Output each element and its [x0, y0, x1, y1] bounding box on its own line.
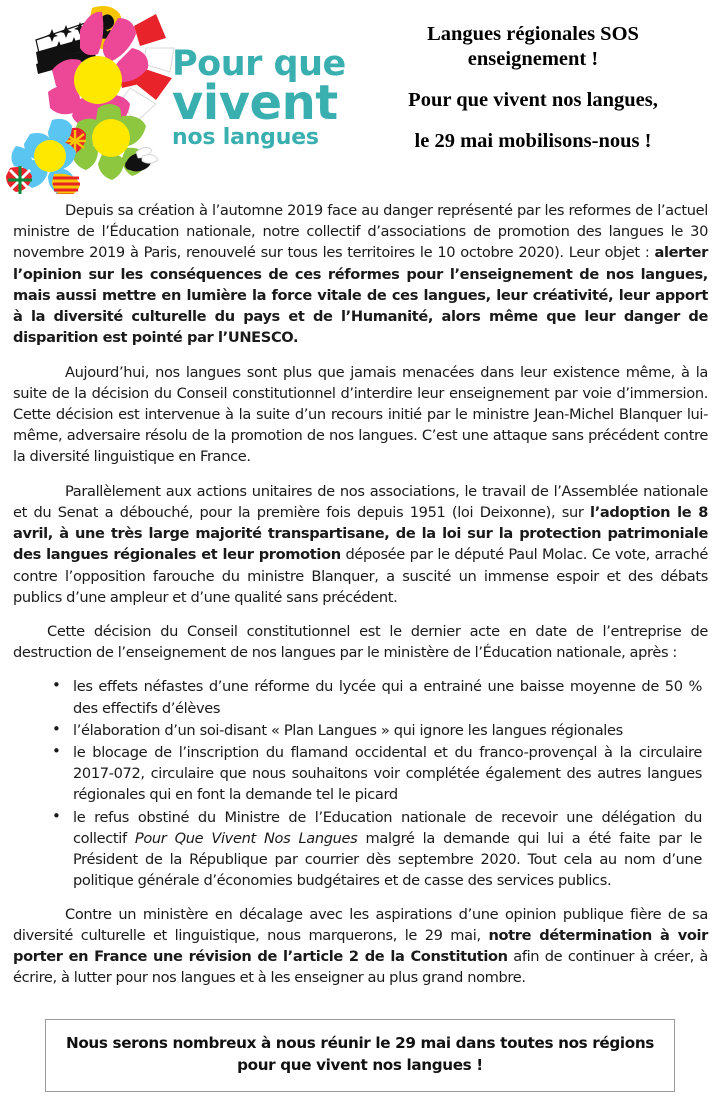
- paragraph-1-text: Depuis sa création à l’automne 2019 face au danger représenté par les reformes de l’actuel ministre de l’Éducation nationale, notre collectif d’associations de promotion des langues le 30 novembre 2019 à Paris, renouvelé sur tous les territoires le 10 octobre 2020). Leur objet :: [13, 202, 708, 262]
- list-item: [73, 720, 708, 741]
- list-item-text-b: malgré la demande qui lui a été faite par le Président de la République par courrier dès septembre 2020. Tout cela au nom d’une politique générale d’économies budgétaires et de casse des services publics.: [73, 829, 702, 890]
- paragraph-2-text: Aujourd’hui, nos langues sont plus que jamais menacées dans leur existence même, à la suite de la décision du Conseil constitutionnel d’interdire leur enseignement par voie d’immersion. Cette décision est intervenue à la suite d’un recours initié par le ministre Jean-Michel Blanquer lui-même, adversaire résolu de la promotion de nos langues. C’est une attaque sans précédent contre la diversité linguistique en France.: [13, 363, 708, 466]
- paragraph-3-text-b: déposée par le député Paul Molac. Ce vote, arraché contre l’opposition farouche du ministre Blanquer, a suscité un immense espoir et des débats publics d’une ampleur et d’une qualité sans précédent.: [13, 546, 708, 606]
- list-item-text: l’élaboration d’un soi-disant « Plan Langues » qui ignore les langues régionales: [73, 721, 623, 739]
- page-title-line-4: le 29 mai mobilisons-nous !: [414, 130, 652, 152]
- paragraph-5: [13, 904, 708, 989]
- logo-wordmark: [172, 44, 350, 151]
- paragraph-3: [13, 481, 708, 608]
- page-title-line-3: Pour que vivent nos langues,: [408, 89, 658, 111]
- paragraph-4: [13, 621, 708, 663]
- paragraph-2: [13, 362, 708, 468]
- callout-line-2: pour que vivent nos langues !: [237, 1056, 483, 1075]
- paragraph-5-text-b: afin de continuer à créer, à écrire, à lutter pour nos langues et à les enseigner au plus grand nombre.: [13, 948, 708, 987]
- paragraph-4-text: Cette décision du Conseil constitutionnel est le dernier acte en date de l’entreprise de destruction de l’enseignement de nos langues par le ministère de l’Éducation nationale, après :: [13, 622, 708, 662]
- paragraph-5-text-a: Contre un ministère en décalage avec les aspirations d’une opinion publique fière de sa diversité culturelle et linguistique, nous marquerons, le 29 mai,: [13, 905, 708, 944]
- page-title-line-1: Langues régionales SOS: [427, 23, 639, 45]
- paragraph-3-bold: l’adoption le 8 avril, à une très large majorité transpartisane, de la loi sur la protection patrimoniale des langues régionales et leur promotion: [13, 503, 708, 564]
- document-body: [0, 200, 720, 988]
- paragraph-5-bold: notre détermination à voir porter en France une révision de l’article 2 de la Constitution: [13, 926, 708, 965]
- list-item: [73, 676, 708, 718]
- grievance-list: [13, 676, 708, 891]
- page-title-line-2: enseignement !: [467, 48, 599, 70]
- paragraph-1: [13, 200, 708, 349]
- logo-block: [0, 0, 352, 200]
- callout-wrapper: [0, 1001, 720, 1091]
- list-item-text: les effets néfastes d’une réforme du lycée qui a entrainé une baisse moyenne de 50 % des effectifs d’élèves: [73, 678, 702, 717]
- list-item-text: le blocage de l’inscription du flamand occidental et du franco-provençal à la circulaire 2017-072, circulaire que nous souhaitons voir complétée également des autres langues régionales qui en font la demande tel le picard: [73, 744, 702, 804]
- page-title: [352, 0, 720, 154]
- callout-line-1: Nous serons nombreux à nous réunir le 29 mai dans toutes nos régions: [65, 1034, 654, 1053]
- list-item-text-a: le refus obstiné du Ministre de l’Education nationale de recevoir une délégation du collectif: [73, 808, 702, 847]
- logo-wordmark-line-2: vivent: [172, 75, 338, 132]
- collective-name-italic: Pour Que Vivent Nos Langues: [134, 829, 358, 847]
- callout-box: [45, 1019, 675, 1091]
- paragraph-1-bold: alerter l’opinion sur les conséquences de ces réformes pour l’enseignement de nos langues, mais aussi mettre en lumière la force vitale de ces langues, leur créativité, leur apport à la diversité culturelle du pays et de l’Humanité, alors même que leur danger de disparition est pointé par l’UNESCO.: [13, 244, 708, 347]
- paragraph-3-text-a: Parallèlement aux actions unitaires de nos associations, le travail de l’Assemblée nationale et du Senat a débouché, pour la première fois depuis 1951 (loi Deixonne), sur: [13, 482, 708, 521]
- document-header: [0, 0, 720, 200]
- logo-wordmark-line-1: Pour que: [172, 44, 346, 84]
- logo-wordmark-line-3: nos langues: [172, 125, 319, 151]
- list-item: [73, 807, 708, 892]
- list-item: [73, 742, 708, 806]
- pour-que-vivent-nos-langues-logo-icon: [6, 4, 186, 194]
